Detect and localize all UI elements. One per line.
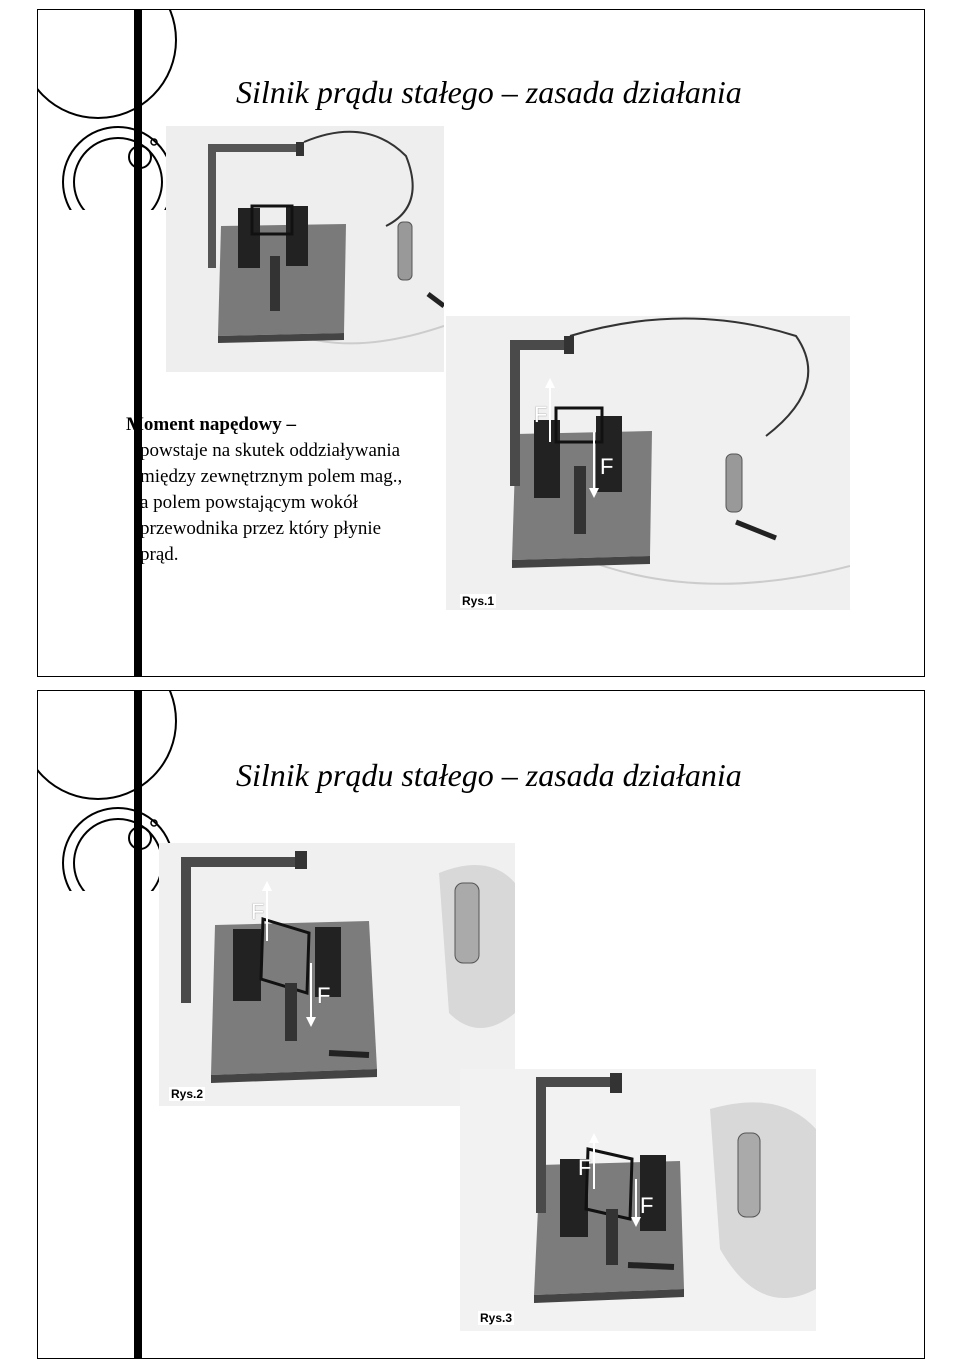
force-label-up: F bbox=[534, 402, 548, 427]
body-text bbox=[126, 412, 466, 568]
motor-photo-rys2 bbox=[159, 843, 515, 1106]
dc-motor-with-battery-photo bbox=[460, 1069, 816, 1331]
text-line: powstaje na skutek oddziaływania bbox=[140, 440, 401, 461]
force-label-down: F bbox=[317, 983, 331, 1008]
dc-motor-apparatus-photo bbox=[166, 126, 444, 372]
text-line: a polem powstającym wokół bbox=[140, 492, 358, 513]
force-label-down: F bbox=[640, 1193, 654, 1218]
slide-title: Silnik prądu stałego – zasada działania bbox=[236, 74, 742, 110]
figure-label: Rys.2 bbox=[171, 1087, 204, 1101]
slide-1 bbox=[37, 9, 925, 677]
text-line: między zewnętrznym polem mag., bbox=[140, 466, 403, 487]
dc-motor-with-battery-photo bbox=[159, 843, 515, 1106]
text-line: prąd. bbox=[140, 544, 179, 565]
figure-label: Rys.1 bbox=[462, 594, 495, 608]
motor-photo-rys3 bbox=[460, 1069, 816, 1331]
slide-title: Silnik prądu stałego – zasada działania bbox=[236, 757, 742, 793]
vertical-accent-bar bbox=[134, 691, 142, 1358]
motor-photo-rys1 bbox=[446, 316, 850, 610]
force-label-up: F bbox=[251, 899, 265, 924]
motor-photo-1 bbox=[166, 126, 444, 372]
text-heading: Moment napędowy – bbox=[126, 414, 296, 435]
text-line: przewodnika przez który płynie bbox=[140, 518, 382, 539]
vertical-accent-bar bbox=[134, 10, 142, 676]
force-label-up: F bbox=[578, 1155, 592, 1180]
figure-label: Rys.3 bbox=[480, 1311, 513, 1325]
force-label-down: F bbox=[600, 454, 614, 479]
slide-2 bbox=[37, 690, 925, 1359]
dc-motor-apparatus-photo bbox=[446, 316, 850, 610]
